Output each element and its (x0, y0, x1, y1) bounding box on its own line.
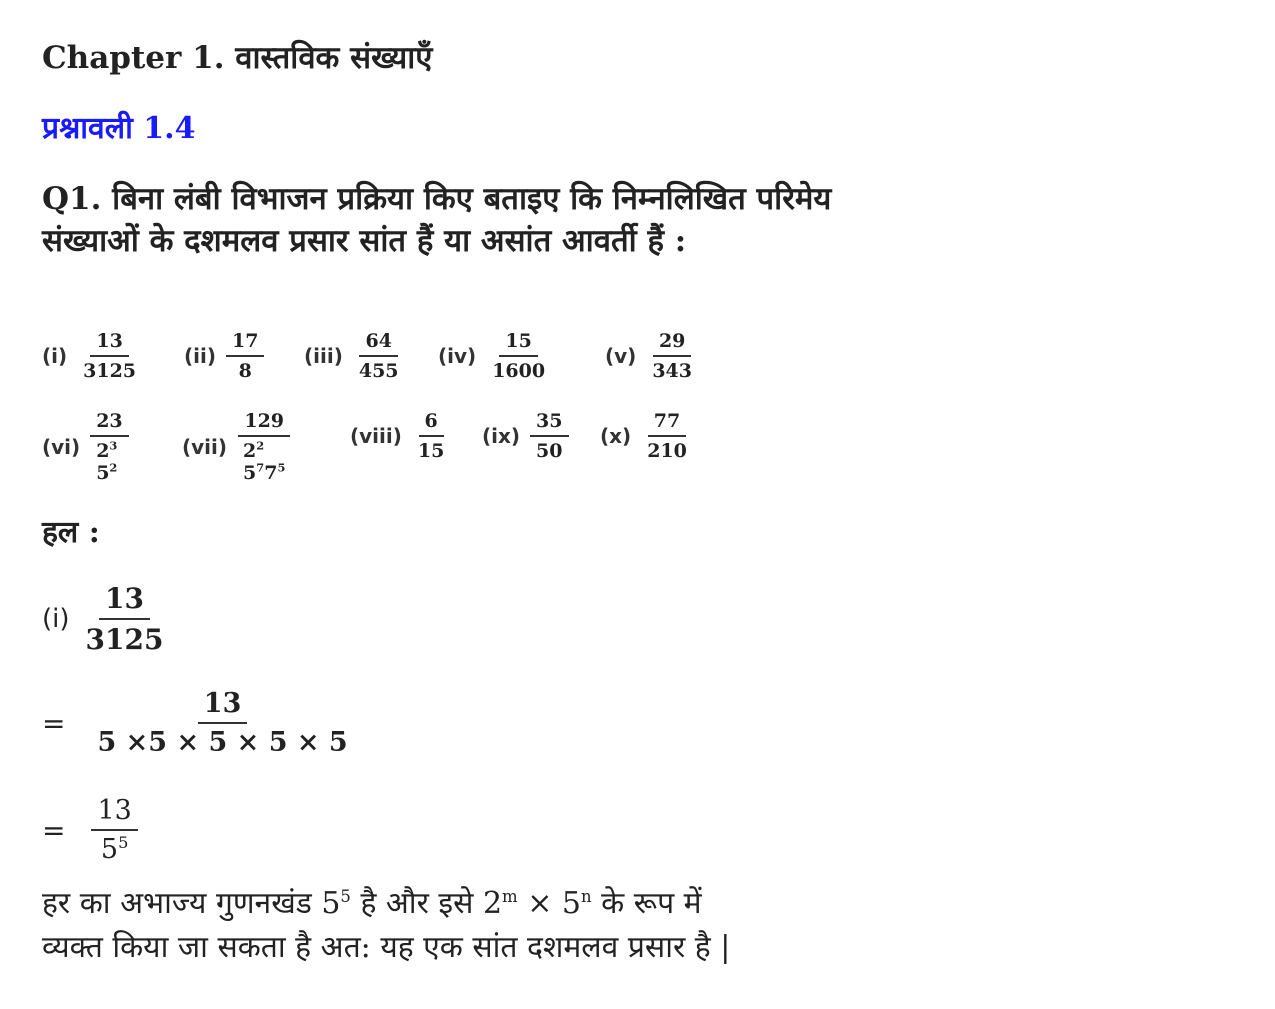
base: 7 (264, 462, 278, 484)
item-v (605, 330, 698, 382)
fraction (646, 330, 698, 382)
numerator: 13 (99, 582, 150, 620)
fraction (91, 795, 137, 865)
denominator (90, 437, 128, 484)
item-label: (ix) (482, 424, 521, 448)
numerator: 15 (499, 330, 537, 357)
numerator: 64 (359, 330, 397, 357)
numerator: 23 (90, 410, 128, 437)
fraction (80, 582, 170, 656)
item-vii (182, 410, 291, 484)
text: हर का अभाज्य गुणनखंड 5 (42, 886, 341, 921)
equals-sign: = (42, 706, 66, 740)
denominator (95, 831, 135, 865)
numerator: 6 (419, 410, 444, 437)
base: 5 (96, 462, 110, 484)
item-label: (vii) (182, 435, 228, 459)
item-label: (x) (600, 424, 632, 448)
numerator: 13 (91, 795, 137, 831)
numerator: 129 (238, 410, 290, 437)
fraction (641, 410, 693, 462)
item-ix (482, 410, 569, 462)
item-iv (438, 330, 551, 382)
exercise-title: प्रश्नावली 1.4 (42, 111, 196, 146)
solution-step-1 (42, 582, 169, 656)
conclusion-line-2: व्यक्त किया जा सकता है अत: यह एक सांत दशमलव प्रसार है | (42, 930, 731, 965)
exponent: 3 (109, 438, 118, 453)
denominator: 210 (647, 440, 687, 462)
text: है और इसे 2 (350, 886, 503, 921)
item-label: (iii) (304, 344, 343, 368)
item-label: (v) (605, 344, 637, 368)
item-i (42, 330, 142, 382)
base: 5 (243, 462, 257, 484)
exponent: 2 (256, 438, 265, 453)
conclusion (42, 875, 942, 970)
item-x (600, 410, 693, 462)
text: × 5 (517, 886, 581, 921)
denominator: 1600 (492, 360, 546, 382)
fraction (486, 330, 551, 382)
chapter-title: Chapter 1. वास्तविक संख्याएँ (42, 40, 433, 76)
denominator: 5 ×5 × 5 × 5 × 5 (97, 727, 348, 758)
numerator: 13 (198, 688, 248, 724)
exponent: 5 (118, 833, 129, 852)
base: 2 (96, 440, 110, 462)
denominator (237, 437, 291, 484)
numerator: 35 (530, 410, 568, 437)
fraction (90, 410, 128, 484)
equals-sign: = (42, 813, 66, 847)
conclusion-line-1 (42, 875, 942, 926)
item-label: (ii) (184, 344, 216, 368)
item-label: (i) (42, 344, 68, 368)
numerator: 29 (653, 330, 691, 357)
denominator: 3125 (85, 623, 164, 656)
solution-step-2 (42, 688, 354, 758)
fraction (237, 410, 291, 484)
fraction (77, 330, 142, 382)
exponent: 7 (256, 460, 265, 475)
denominator: 50 (536, 440, 563, 462)
fraction (226, 330, 264, 382)
item-label: (viii) (350, 424, 402, 448)
numerator: 17 (226, 330, 264, 357)
fraction (530, 410, 568, 462)
solution-step-3 (42, 795, 138, 865)
denominator: 3125 (83, 360, 137, 382)
denominator: 15 (417, 440, 445, 462)
fraction (353, 330, 405, 382)
denominator: 455 (358, 360, 399, 382)
part-label: (i) (42, 604, 70, 634)
item-iii (304, 330, 405, 382)
base: 5 (100, 834, 119, 865)
exponent: 5 (277, 460, 286, 475)
exponent: m (502, 887, 518, 906)
item-ii (184, 330, 264, 382)
base: 2 (243, 440, 257, 462)
exponent: 5 (340, 887, 351, 906)
fraction (91, 688, 353, 758)
question-text: Q1. बिना लंबी विभाजन प्रक्रिया किए बताइए कि निम्नलिखित परिमेय संख्याओं के दशमलव प्रसार सांत हैं या असांत आवर्ती हैं : (42, 181, 832, 259)
fraction (412, 410, 450, 462)
numerator: 77 (648, 410, 686, 437)
item-vi (42, 410, 129, 484)
item-label: (vi) (42, 435, 81, 459)
exponent: n (581, 887, 592, 906)
text: के रूप में (591, 886, 702, 921)
item-label: (iv) (438, 344, 477, 368)
denominator: 8 (238, 360, 252, 382)
item-viii (350, 410, 450, 462)
exponent: 2 (109, 460, 118, 475)
numerator: 13 (90, 330, 128, 357)
denominator: 343 (652, 360, 692, 382)
solution-heading: हल : (42, 515, 100, 550)
